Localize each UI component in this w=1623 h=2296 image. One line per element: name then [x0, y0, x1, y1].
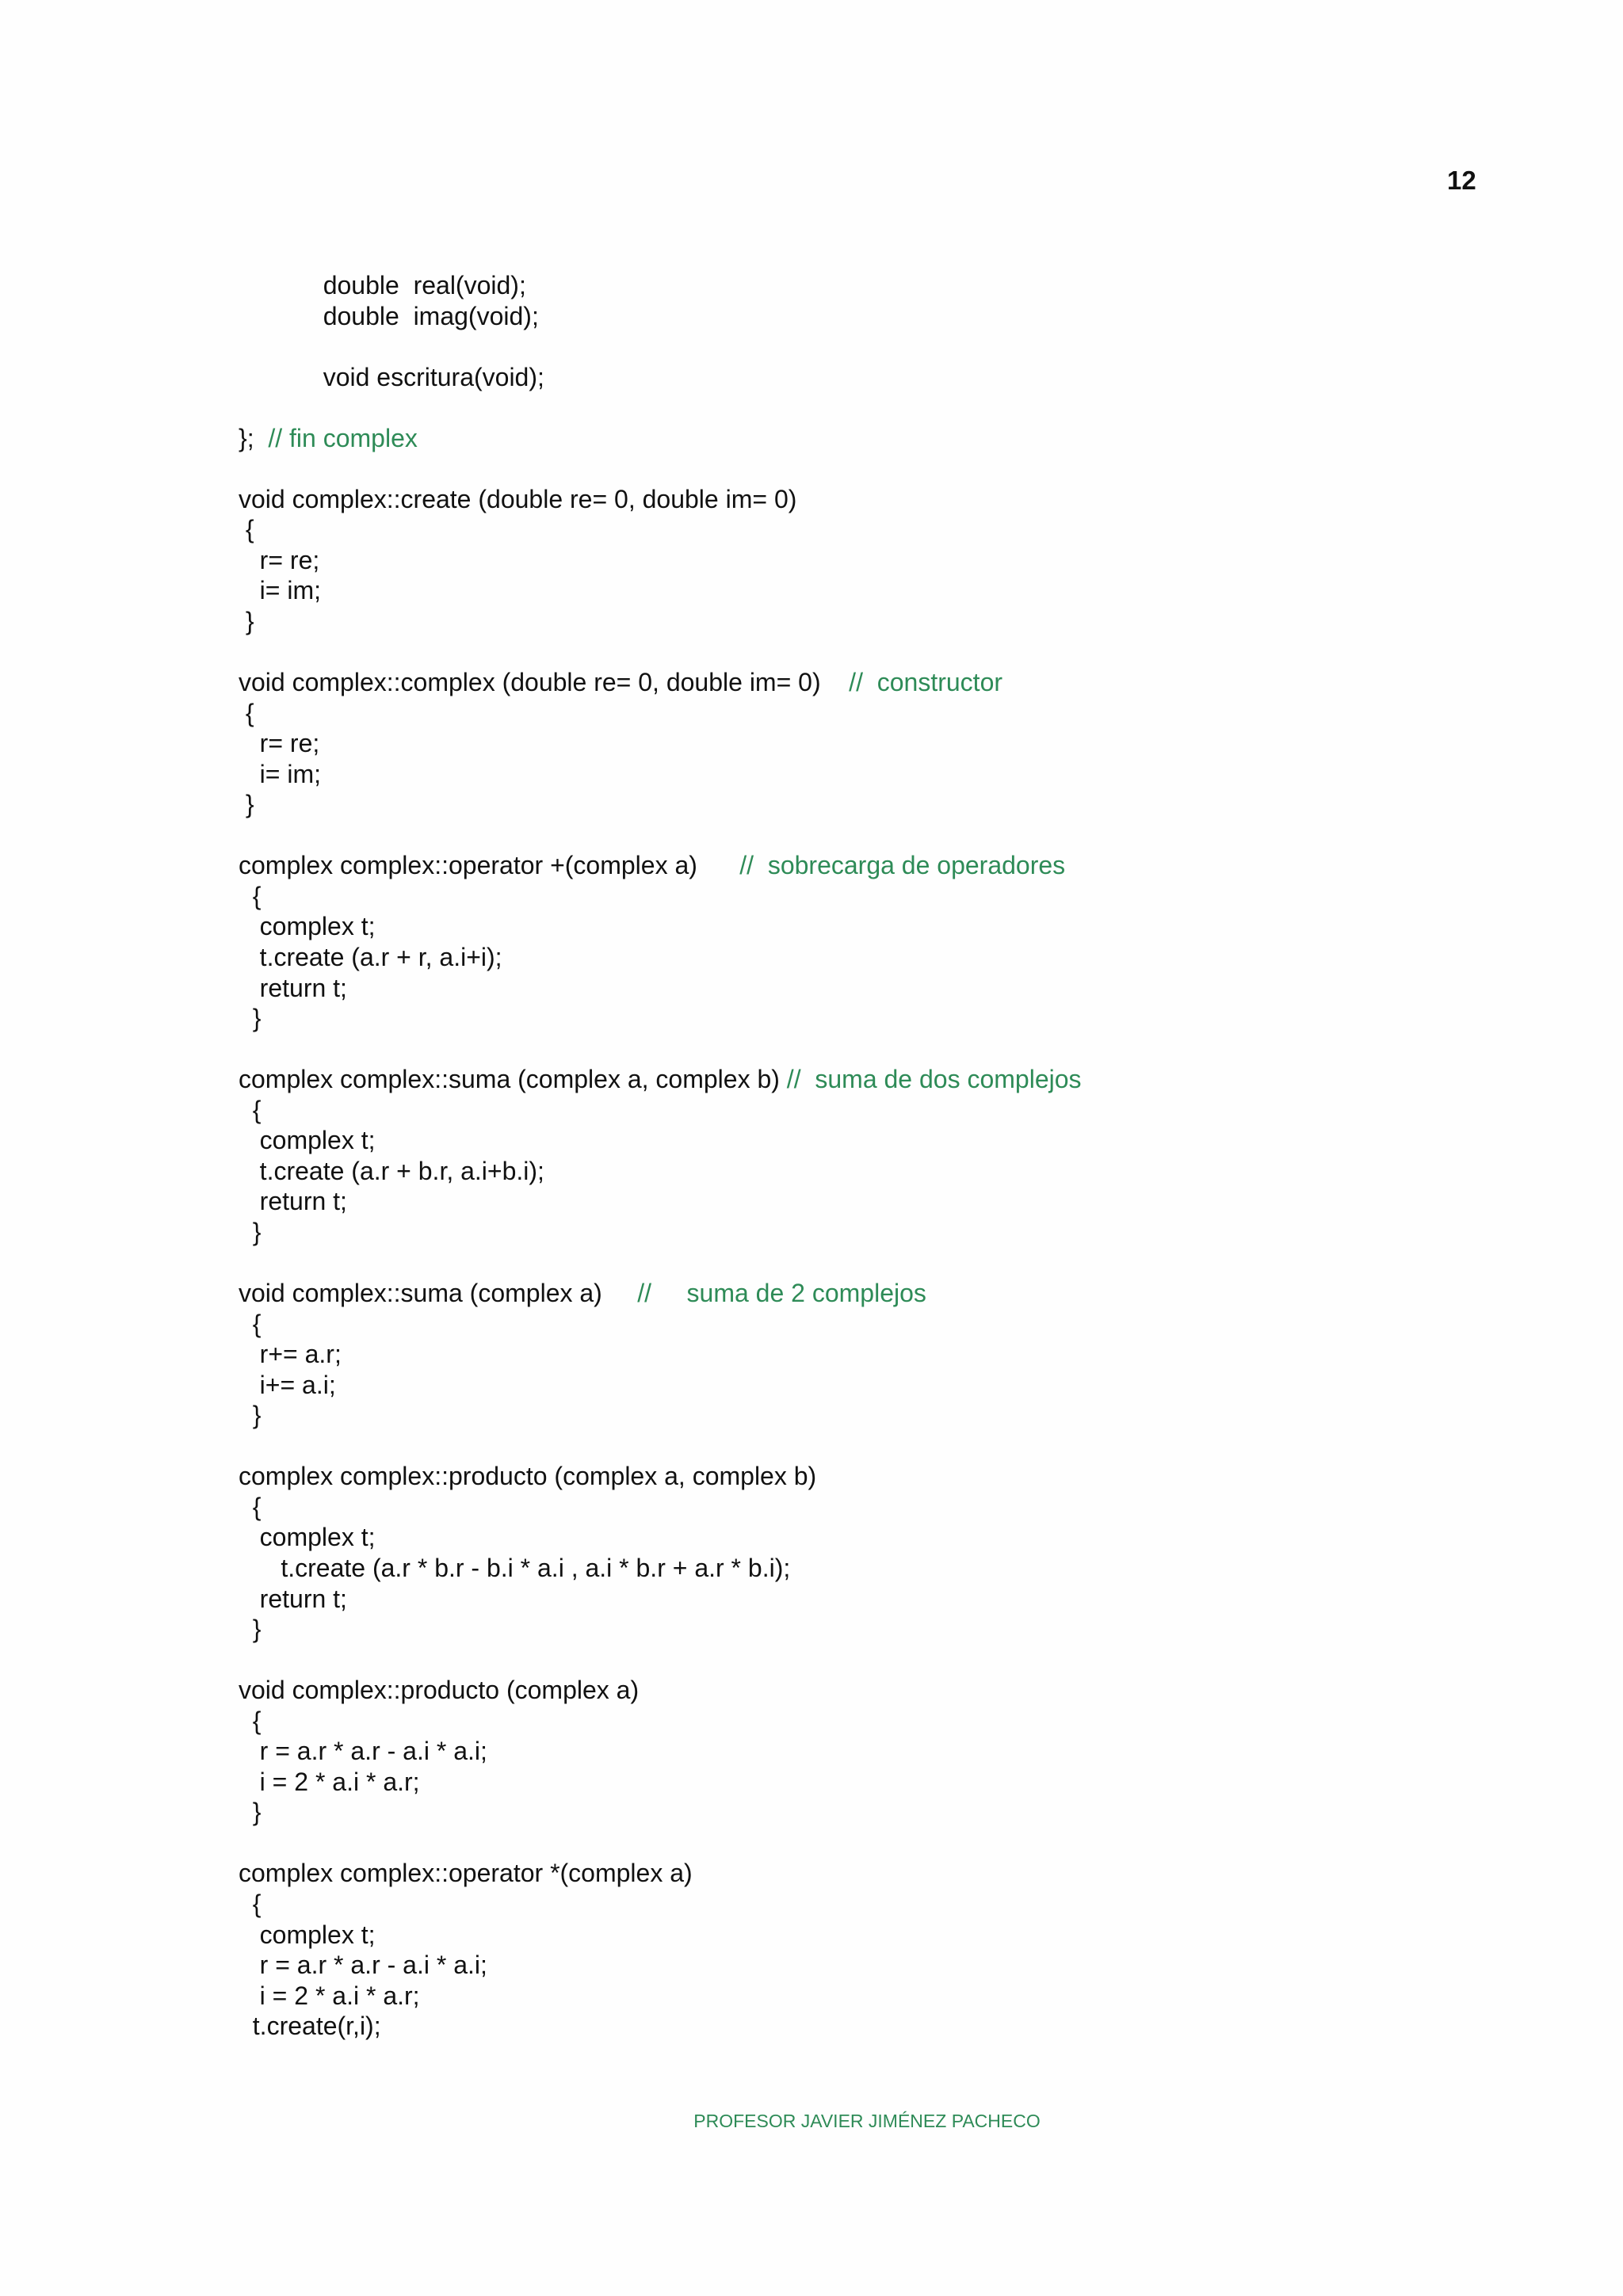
code-line — [239, 1339, 1507, 1370]
code-text: r= re; — [239, 545, 320, 574]
code-text: } — [239, 1004, 262, 1033]
code-text: t.create (a.r + r, a.i+i); — [239, 943, 502, 972]
code-text: void complex::suma (complex a) — [239, 1279, 638, 1308]
code-line — [239, 698, 1507, 729]
code-line — [239, 1950, 1507, 1981]
code-text: i= im; — [239, 576, 322, 605]
code-line — [239, 820, 1507, 851]
code-line — [239, 1553, 1507, 1584]
code-line — [239, 484, 1507, 515]
code-line — [239, 1003, 1507, 1034]
code-comment: // sobrecarga de operadores — [739, 851, 1066, 880]
code-line — [239, 392, 1507, 423]
code-comment: // suma de dos complejos — [786, 1065, 1082, 1094]
code-text: } — [239, 1401, 262, 1430]
code-line — [239, 911, 1507, 942]
code-text: t.create(r,i); — [239, 2012, 381, 2041]
code-line — [239, 453, 1507, 484]
code-comment: // suma de 2 complejos — [637, 1279, 926, 1308]
code-text: } — [239, 790, 254, 819]
code-line — [239, 545, 1507, 576]
code-line — [239, 1706, 1507, 1737]
code-text: complex complex::operator +(complex a) — [239, 851, 740, 880]
code-line — [239, 850, 1507, 881]
code-text: double real(void); — [239, 271, 526, 299]
code-line — [239, 1309, 1507, 1340]
code-line — [239, 1125, 1507, 1156]
code-text: } — [239, 607, 254, 636]
code-line — [239, 362, 1507, 393]
code-text: { — [239, 1309, 262, 1338]
code-line — [239, 789, 1507, 820]
code-line — [239, 1614, 1507, 1645]
code-line — [239, 1767, 1507, 1798]
code-line — [239, 1492, 1507, 1523]
code-text: void complex::complex (double re= 0, double im= 0) — [239, 668, 850, 697]
code-line — [239, 1461, 1507, 1492]
code-text: i= im; — [239, 759, 322, 788]
code-comment: // constructor — [849, 668, 1003, 697]
code-listing — [239, 270, 1507, 2042]
code-line — [239, 606, 1507, 637]
page-number: 12 — [1447, 166, 1476, 195]
code-text: }; — [239, 423, 269, 452]
code-text: r+= a.r; — [239, 1340, 342, 1369]
code-line — [239, 1095, 1507, 1126]
code-text: r = a.r * a.r - a.i * a.i; — [239, 1737, 487, 1766]
code-line — [239, 1522, 1507, 1553]
code-line — [239, 1400, 1507, 1431]
code-line — [239, 1920, 1507, 1951]
code-line — [239, 423, 1507, 454]
code-line — [239, 728, 1507, 759]
code-line — [239, 1034, 1507, 1065]
code-line — [239, 331, 1507, 362]
code-line — [239, 575, 1507, 606]
code-line — [239, 2011, 1507, 2042]
code-text: { — [239, 1889, 262, 1918]
code-text: } — [239, 1798, 262, 1827]
code-text: { — [239, 1706, 262, 1735]
page-footer: PROFESOR JAVIER JIMÉNEZ PACHECO — [693, 2111, 1041, 2131]
code-text: { — [239, 698, 254, 727]
code-text: complex t; — [239, 1126, 376, 1155]
code-line — [239, 514, 1507, 545]
code-text: complex t; — [239, 1920, 376, 1949]
code-text: { — [239, 515, 254, 544]
code-text: complex t; — [239, 912, 376, 941]
code-line — [239, 1858, 1507, 1889]
code-text: { — [239, 1492, 262, 1521]
code-text: complex complex::operator *(complex a) — [239, 1859, 693, 1888]
code-line — [239, 1736, 1507, 1767]
code-text: complex t; — [239, 1523, 376, 1552]
code-line — [239, 270, 1507, 301]
code-text: r = a.r * a.r - a.i * a.i; — [239, 1951, 487, 1980]
code-line — [239, 1675, 1507, 1706]
code-line — [239, 1431, 1507, 1462]
code-line — [239, 1828, 1507, 1859]
code-text: complex complex::producto (complex a, complex b) — [239, 1462, 817, 1491]
code-text: t.create (a.r + b.r, a.i+b.i); — [239, 1156, 544, 1185]
code-line — [239, 1981, 1507, 2012]
code-line — [239, 667, 1507, 698]
code-line — [239, 942, 1507, 973]
code-line — [239, 637, 1507, 668]
code-text: void escritura(void); — [239, 362, 544, 391]
code-text: return t; — [239, 1584, 347, 1613]
code-line — [239, 1217, 1507, 1248]
code-text: } — [239, 1615, 262, 1644]
code-line — [239, 1186, 1507, 1217]
code-line — [239, 881, 1507, 912]
code-line — [239, 759, 1507, 790]
code-line — [239, 1156, 1507, 1187]
code-text: i = 2 * a.i * a.r; — [239, 1981, 420, 2010]
code-text: r= re; — [239, 729, 320, 758]
code-text: i = 2 * a.i * a.r; — [239, 1767, 420, 1796]
code-text: i+= a.i; — [239, 1370, 336, 1399]
code-text: void complex::producto (complex a) — [239, 1676, 640, 1705]
code-line — [239, 1370, 1507, 1401]
code-text: t.create (a.r * b.r - b.i * a.i , a.i * b.r + a.r * b.i); — [239, 1553, 791, 1582]
code-line — [239, 1645, 1507, 1676]
code-text: double imag(void); — [239, 301, 539, 330]
code-line — [239, 1584, 1507, 1615]
code-line — [239, 301, 1507, 332]
code-text: { — [239, 1095, 262, 1124]
code-text: { — [239, 881, 262, 910]
code-text: return t; — [239, 1187, 347, 1216]
code-line — [239, 1889, 1507, 1920]
code-text: void complex::create (double re= 0, double im= 0) — [239, 484, 797, 513]
code-text: return t; — [239, 973, 347, 1002]
code-line — [239, 1248, 1507, 1279]
code-comment: // fin complex — [268, 423, 418, 452]
code-text: complex complex::suma (complex a, complex b) — [239, 1065, 787, 1094]
code-line — [239, 1797, 1507, 1828]
code-line — [239, 1064, 1507, 1095]
code-text: } — [239, 1217, 262, 1246]
code-line — [239, 973, 1507, 1004]
code-line — [239, 1278, 1507, 1309]
